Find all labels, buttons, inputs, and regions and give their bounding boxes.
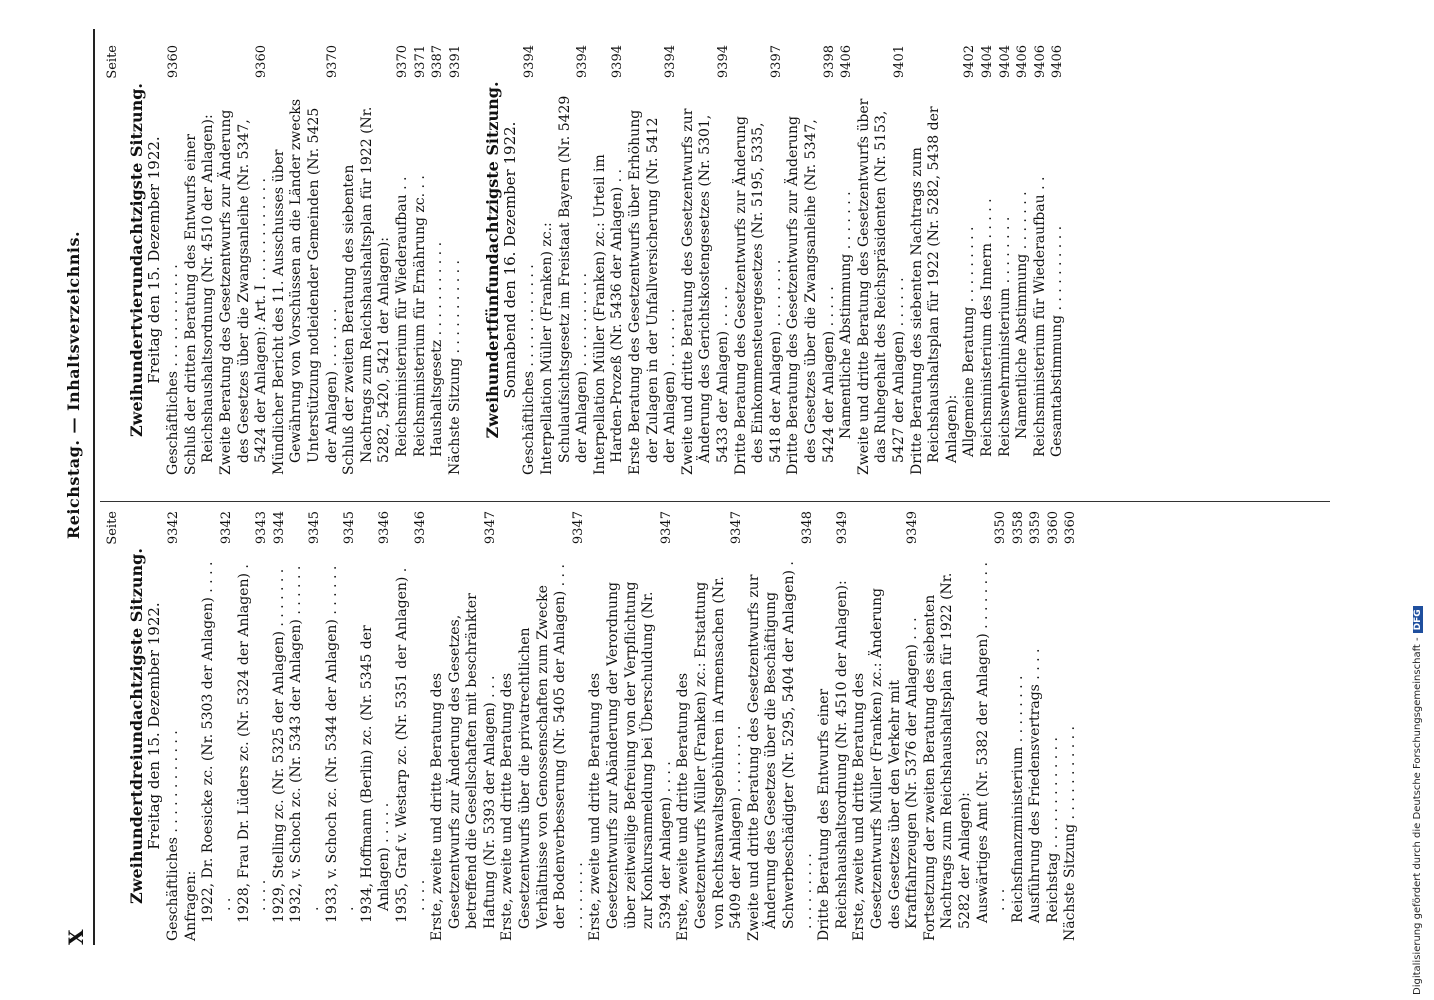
toc-entry: [539, 45, 592, 475]
toc-entry-text: Reichstag . . . . . . . . . . . . .: [1044, 737, 1061, 923]
toc-entry-text: Mündlicher Bericht des 11. Ausschusses über Gewährung von Vorschüssen an die Länder zwecks Unterstützung notleidender Gemeinden (Nr. 5425 der Anlagen) . . . . . . .: [270, 98, 340, 475]
toc-entry-page: 9350: [993, 511, 1009, 545]
toc-entry: [838, 45, 856, 475]
toc-entry-text: Erste, zweite und dritte Beratung des Gesetzentwurfs über die privatrechtlichen Verhältnisse von Genossenschaften zum Zwecke der Bodenverbesserung (Nr. 5405 der Anlagen) . . . . . . . . . . .: [499, 564, 586, 941]
toc-entry-page: 9394: [663, 45, 679, 79]
seite-label: Seite: [105, 511, 120, 545]
toc-entry: [856, 45, 909, 475]
right-column: [104, 45, 1067, 475]
toc-entry: [1049, 45, 1067, 475]
toc-entry-text: Zweite und dritte Beratung des Gesetzentwurfs zur Änderung des Gerichtskostengesetzes (Nr. 5301, 5433 der Anlagen) . . . . .: [679, 108, 731, 475]
entry-list: [165, 45, 464, 475]
toc-entry-text: Ausführung des Friedensvertrags . . . .: [1027, 648, 1044, 923]
toc-entry-text: Reichsministerium für Wiederaufbau . .: [1031, 176, 1048, 457]
toc-entry: [961, 45, 979, 475]
session-title: Zweihundertdreiundachtzigste Sitzung.: [127, 548, 146, 904]
toc-entry-text: Gesamtabstimmung . . . . . . . . . .: [1049, 225, 1066, 457]
toc-entry-page: 9347: [658, 511, 674, 545]
toc-entry: [429, 511, 499, 941]
toc-entry-text: Haushaltsgesetz . . . . . . . . . . .: [429, 241, 446, 457]
toc-entry: [816, 511, 851, 941]
toc-entry: [979, 45, 997, 475]
toc-entry: [592, 45, 627, 475]
toc-entry: [909, 45, 962, 475]
toc-entry-text: Schluß der dritten Beratung des Entwurfs einer Reichshaushaltsordnung (Nr. 4510 der Anlagen):: [182, 114, 217, 475]
rotated-document-page: [60, 25, 1330, 985]
toc-entry: [183, 45, 218, 475]
toc-entry: [183, 511, 201, 941]
toc-entry: [359, 511, 394, 941]
toc-entry-text: Auswärtiges Amt (Nr. 5382 der Anlagen) . . . . . . . . . . .: [974, 562, 1009, 923]
toc-entry-text: Reichsfinanzministerium . . . . . . . .: [1009, 675, 1026, 923]
toc-entry-page: 9406: [1015, 45, 1031, 79]
toc-entry: [733, 45, 786, 475]
toc-entry: [324, 511, 359, 941]
toc-entry-page: 9398: [821, 45, 837, 79]
toc-entry-text: Dritte Beratung des Gesetzentwurfs zur Änderung des Einkommensteuergesetzes (Nr. 5195, 5335, 5418 der Anlagen) . . . . . . . .: [732, 116, 784, 475]
toc-entry: [521, 45, 539, 475]
toc-entry-page: 9394: [610, 45, 626, 79]
toc-entry-text: 1932, v. Schoch zc. (Nr. 5343 der Anlagen) . . . . . . .: [288, 565, 322, 923]
toc-entry-page: 9394: [716, 45, 731, 79]
session-spacer: [464, 45, 478, 475]
entry-list: [521, 45, 1066, 475]
toc-entry-text: Anfragen:: [182, 870, 199, 941]
toc-entry-page: 9397: [768, 45, 784, 79]
toc-entry-page: 9344: [271, 511, 287, 545]
toc-entry-page: 9360: [254, 45, 270, 79]
toc-entry: [675, 511, 745, 941]
toc-entry-text: Namentliche Abstimmung . . . . . . .: [838, 191, 855, 439]
toc-entry-page: 9406: [1032, 45, 1048, 79]
toc-entry-text: Erste, zweite und dritte Beratung des Gesetzentwurfs Müller (Franken) zc.: Änderung des Gesetzes über den Verkehr mit Kraftfahrzeugen (Nr. 5376 der Anlagen) . . .: [851, 588, 921, 941]
toc-entry-text: Dritte Beratung des Gesetzentwurfs zur Änderung des Gesetzes über die Zwangsanleihe (Nr. 5347, 5424 der Anlagen) . . . . .: [785, 116, 837, 475]
toc-entry-text: Erste, zweite und dritte Beratung des Gesetzentwurfs zur Abänderung der Verordnung über zeitweilige Befreiung von der Verpflichtung zur Konkursanmeldung bei Überschuldung (Nr. 5394 der Anlagen) . . . .: [587, 581, 674, 941]
toc-entry-page: 9370: [394, 45, 410, 79]
toc-entry-page: 9360: [1063, 511, 1079, 545]
toc-entry-text: Geschäftliches . . . . . . . . . . . .: [165, 264, 182, 475]
toc-entry: [1010, 511, 1028, 941]
toc-entry-page: 9342: [166, 511, 182, 545]
left-column: [104, 511, 1080, 941]
toc-entry: [218, 45, 271, 475]
toc-entry-page: 9347: [729, 511, 745, 545]
toc-entry-text: Geschäftliches . . . . . . . . . . . .: [521, 264, 538, 475]
toc-entry: [412, 45, 430, 475]
toc-entry-text: Nächste Sitzung . . . . . . . . . . .: [446, 260, 463, 475]
seite-label: Seite: [105, 45, 120, 79]
column-divider: [100, 501, 1330, 502]
toc-entry-page: 9359: [1028, 511, 1044, 545]
toc-entry-text: Reichswehrministerium . . . . . . . .: [996, 216, 1013, 457]
session-date: Freitag den 15. Dezember 1922.: [144, 136, 163, 384]
toc-entry-page: 9343: [254, 511, 270, 545]
toc-entry-text: Zweite und dritte Beratung des Gesetzentwurfs über das Ruhegehalt des Reichspräsidenten (Nr. 5153, 5427 der Anlagen) . . . . . .: [855, 98, 907, 475]
toc-entry-text: Fortsetzung der zweiten Beratung des siebenten Nachtrags zum Reichshaushaltsplan für 1922 (Nr. 5282 der Anlagen):: [921, 572, 973, 941]
toc-entry-text: 1928, Frau Dr. Lüders zc. (Nr. 5324 der Anlagen) . . . . .: [235, 564, 270, 923]
toc-entry: [680, 45, 733, 475]
toc-entry: [587, 511, 675, 941]
toc-entry-page: 9347: [570, 511, 586, 545]
toc-entry-page: 9347: [482, 511, 498, 545]
toc-entry-text: Interpellation Müller (Franken) zc.: Urteil im Harden-Prozeß (Nr. 5436 der Anlagen) . .: [591, 154, 626, 475]
toc-entry-page: 9404: [979, 45, 995, 79]
toc-entry-text: Erste Beratung des Gesetzentwurfs über Erhöhung der Zulagen in der Unfallversicherung (Nr. 5412 der Anlagen) . . . . . . .: [627, 109, 679, 475]
toc-entry-page: 9345: [306, 511, 322, 545]
entry-list: [165, 511, 1080, 941]
toc-entry-page: 9394: [575, 45, 591, 79]
toc-entry-text: Reichsministerium des Innern . . . . .: [978, 198, 995, 457]
toc-entry: [499, 511, 587, 941]
toc-entry-page: 9401: [891, 45, 907, 79]
toc-entry-text: Schluß der zweiten Beratung des siebenten Nachtrags zum Reichshaushaltsplan für 1922 (Nr. 5282, 5420, 5421 der Anlagen):: [341, 106, 393, 475]
page-number: X: [64, 929, 88, 945]
toc-entry-text: Namentliche Abstimmung . . . . . . .: [1014, 191, 1031, 439]
toc-entry-page: 9391: [447, 45, 463, 79]
toc-entry: [288, 511, 323, 941]
toc-entry-page: 9342: [218, 511, 234, 545]
toc-entry-page: 9346: [412, 511, 428, 545]
toc-entry: [271, 45, 341, 475]
toc-entry-page: 9370: [324, 45, 340, 79]
toc-entry: [236, 511, 271, 941]
toc-entry-text: Reichsministerium für Ernährung zc. . .: [411, 175, 428, 457]
header-rule: [93, 29, 95, 945]
toc-entry-text: Zweite Beratung des Gesetzentwurfs zur Änderung des Gesetzes über die Zwangsanleihe (Nr. 5347, 5424 der Anlagen): Art. I . . . . . . . . . . . .: [217, 109, 270, 475]
toc-entry: [922, 511, 975, 941]
toc-entry: [200, 511, 235, 941]
digitization-note: Digitalisierung gefördert durch die Deutsche Forschungsgemeinschaft -: [1412, 637, 1423, 995]
session-date: Freitag den 15. Dezember 1922.: [144, 602, 163, 850]
toc-entry-page: 9406: [1050, 45, 1066, 79]
toc-entry: [1014, 45, 1032, 475]
toc-entry-page: 9345: [342, 511, 358, 545]
toc-entry-text: 1929, Stelling zc. (Nr. 5325 der Anlagen) . . . . . . .: [270, 568, 287, 923]
toc-entry: [975, 511, 1010, 941]
running-head: Reichstag. — Inhaltsverzeichnis.: [64, 230, 83, 540]
toc-entry-text: Zweite und dritte Beratung des Gesetzentwurfs zur Änderung des Gesetzes über die Beschäftigung Schwerbeschädigter (Nr. 5295, 5404 der Anlagen) . . . . . . . . . .: [745, 561, 815, 941]
toc-entry: [165, 511, 183, 941]
toc-entry-page: 9346: [377, 511, 393, 545]
session-date: Sonnabend den 16. Dezember 1922.: [500, 121, 519, 399]
toc-entry-page: 9402: [962, 45, 978, 79]
toc-entry: [627, 45, 680, 475]
toc-entry-text: Reichsministerium für Wiederaufbau . .: [393, 176, 410, 457]
toc-entry-page: 9349: [834, 511, 850, 545]
toc-entry-text: Dritte Beratung des Entwurfs einer Reichshaushaltsordnung (Nr. 4510 der Anlagen):: [816, 580, 850, 941]
toc-entry-text: Geschäftliches . . . . . . . . . . . .: [165, 730, 182, 941]
toc-entry-text: Erste, zweite und dritte Beratung des Gesetzentwurfs Müller (Franken) zc.: Erstattung von Rechtsanwaltsgebühren in Armensachen (Nr. 5409 der Anlagen) . . . . . . . .: [675, 576, 745, 941]
toc-entry: [1062, 511, 1080, 941]
toc-entry: [1027, 511, 1045, 941]
toc-entry: [394, 511, 429, 941]
toc-entry-page: 9387: [430, 45, 446, 79]
toc-entry: [1032, 45, 1050, 475]
session-title: Zweihundertvierundachtzigste Sitzung.: [127, 83, 146, 437]
toc-entry-text: Erste, zweite und dritte Beratung des Gesetzentwurfs zur Änderung des Gesetzes, betreffend die Gesellschaften mit beschränkter Haftung (Nr. 5393 der Anlagen) . . .: [429, 593, 498, 941]
toc-entry-page: 9404: [997, 45, 1013, 79]
toc-entry-page: 9349: [905, 511, 921, 545]
toc-entry-text: 1934, Hoffmann (Berlin) zc. (Nr. 5345 der Anlagen) . . . . .: [358, 625, 393, 923]
toc-entry-page: 9348: [799, 511, 815, 545]
toc-entry: [271, 511, 289, 941]
toc-entry-page: 9371: [412, 45, 428, 79]
toc-entry: [429, 45, 447, 475]
toc-entry-text: 1935, Graf v. Westarp zc. (Nr. 5351 der Anlagen) . . . . .: [393, 567, 428, 923]
toc-entry-page: 9406: [839, 45, 855, 79]
toc-entry: [394, 45, 412, 475]
toc-entry-text: Allgemeine Beratung . . . . . . . . .: [961, 226, 978, 457]
toc-entry: [785, 45, 838, 475]
digitization-footer: [1412, 5, 1423, 995]
toc-entry-text: 1922, Dr. Roesicke zc. (Nr. 5303 der Anlagen) . . . . . .: [200, 561, 234, 923]
toc-entry: [1045, 511, 1063, 941]
toc-entry: [746, 511, 816, 941]
toc-entry-page: 9358: [1010, 511, 1026, 545]
toc-entry-page: 9360: [1045, 511, 1061, 545]
dfg-logo: DFG: [1413, 606, 1423, 633]
toc-entry: [165, 45, 183, 475]
toc-entry-page: 9394: [522, 45, 538, 79]
session-title: Zweihundertfünfundachtzigste Sitzung.: [483, 81, 503, 439]
toc-entry-text: Nächste Sitzung . . . . . . . . . . .: [1062, 726, 1079, 941]
toc-entry: [997, 45, 1015, 475]
toc-entry: [851, 511, 921, 941]
toc-entry-text: 1933, v. Schoch zc. (Nr. 5344 der Anlagen) . . . . . . .: [323, 565, 358, 923]
toc-entry-text: Dritte Beratung des siebenten Nachtrags zum Reichshaushaltsplan für 1922 (Nr. 5282, 5438 der Anlagen):: [908, 106, 960, 475]
toc-entry: [341, 45, 394, 475]
toc-entry: [447, 45, 465, 475]
toc-entry-text: Interpellation Müller (Franken) zc.: Schulaufsichtsgesetz im Freistaat Bayern (Nr. 5429 der Anlagen) . . . . . . . . . . .: [539, 95, 591, 475]
toc-entry-page: 9360: [166, 45, 182, 79]
